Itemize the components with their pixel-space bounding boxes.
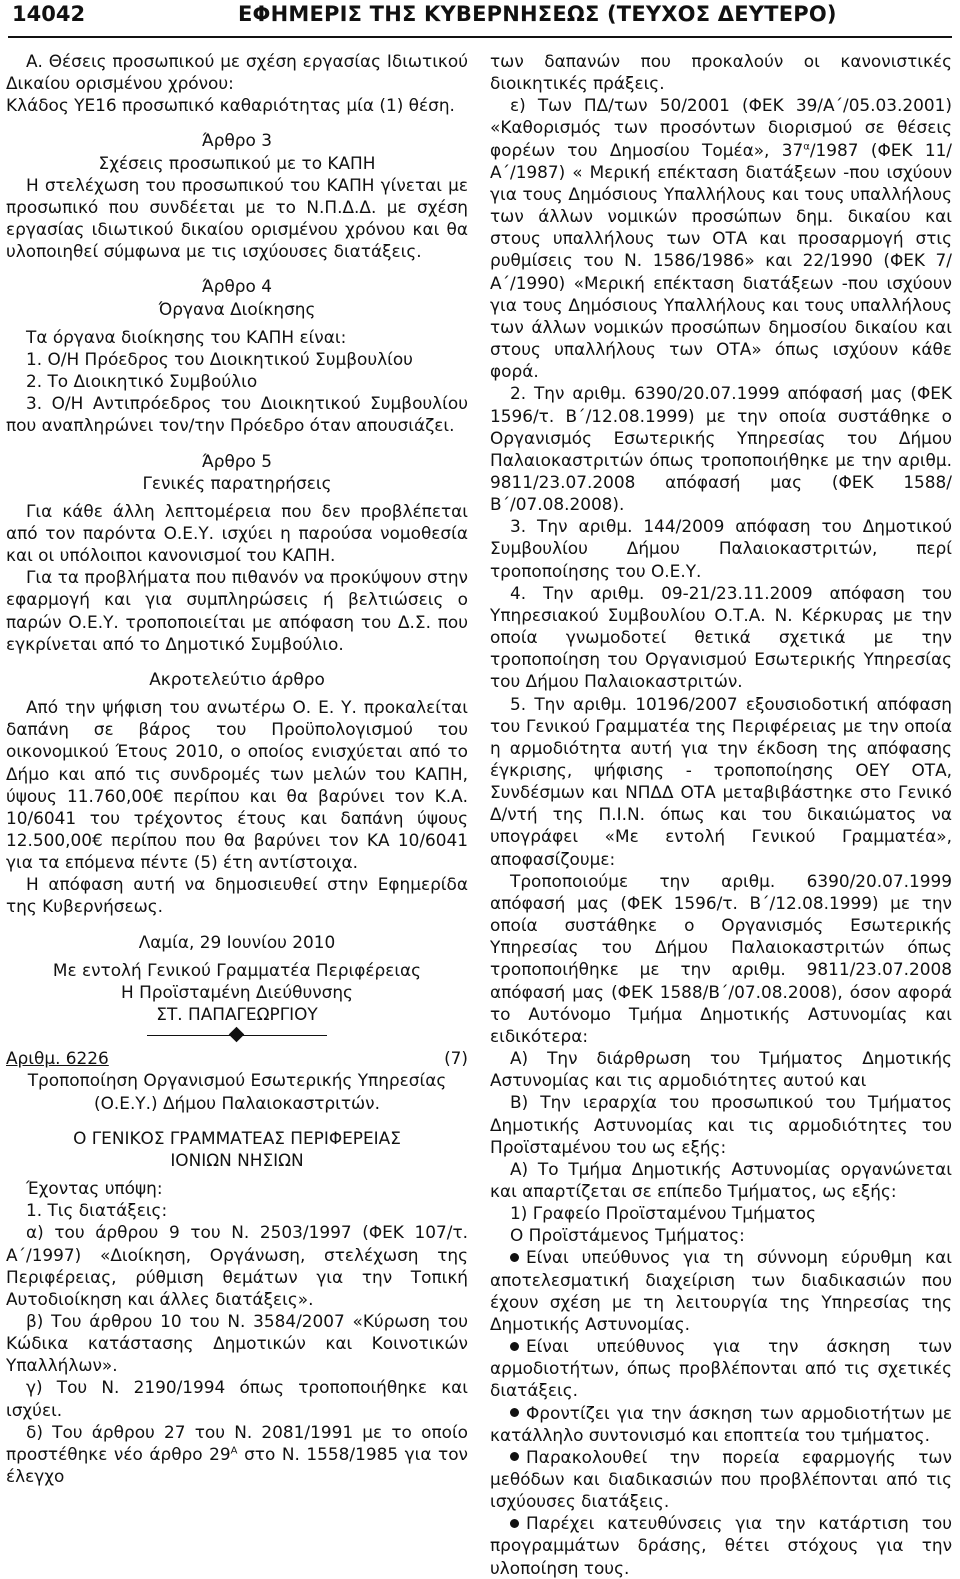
decision-title: Τροποποίηση Οργανισμού Εσωτερικής Υπηρεσίας (Ο.Ε.Υ.) Δήμου Παλαιοκαστριτών. — [27, 1070, 447, 1113]
article-title: Άρθρο 5 — [202, 450, 272, 471]
text-run: Παρέχει κατευθύνσεις για την κατάρτιση του προγραμμάτων δράσης, θέτει στόχους για την υλοποίηση τους. — [490, 1513, 952, 1578]
paragraph: 5. Την αριθμ. 10196/2007 εξουσιοδοτική απόφαση του Γενικού Γραμματέα της Περιφέρειας με την οποία η αρμοδιότητα αυτή για την έκδοση της απόφασης έγκρισης, ψήφισης - τροποποίησης ΟΕΥ ΟΤΑ, Συνδέσμων και ΝΠΔΔ ΟΤΑ μεταβιβάστηκε στο Γενικό Δ/ντή της Π.Ι.Ν. όπως και του δικαιώματος να υπογράφει «Με εντολή Γενικού Γραμματέα», αποφασίζουμε: — [490, 693, 952, 869]
signature-line: Με εντολή Γενικού Γραμματέα Περιφέρειας — [52, 959, 422, 980]
paragraph: 1) Γραφείο Προϊσταμένου Τμήματος — [510, 1203, 816, 1224]
article-subtitle: Σχέσεις προσωπικού με το ΚΑΠΗ — [98, 152, 376, 173]
article-title: Άρθρο 3 — [202, 130, 272, 151]
decision-number: Αριθμ. 6226 — [6, 1048, 109, 1069]
bullet-item — [490, 1402, 952, 1446]
paragraph: Β) Την ιεραρχία του προσωπικού του Τμήματος Δημοτικής Αστυνομίας και τις αρμοδιότητες του Προϊσταμένου του ως εξής: — [490, 1092, 952, 1157]
text-run: Είναι υπεύθυνος για την άσκηση των αρμοδιοτήτων, όπως προβλέπονται από τις σχετικές διατάξεις. — [490, 1336, 952, 1401]
paragraph: 4. Την αριθμ. 09-21/23.11.2009 απόφαση του Υπηρεσιακού Συμβουλίου Ο.Τ.Α. Ν. Κέρκυρας με την οποία γνωμοδοτεί θετικά σχετικά με την τροποποίηση του Οργανισμού Εσωτερικής Υπηρεσίας του Δήμου Παλαιοκαστριτών. — [490, 582, 952, 692]
text-run: Είναι υπεύθυνος για τη σύννομη εύρυθμη και αποτελεσματική διαχείριση των διαδικασιών που έχουν σχέση με τη λειτουργία της Υπηρεσίας της Δημοτικής Αστυνομίας. — [490, 1247, 952, 1334]
left-column — [6, 50, 468, 1487]
text-run: στο Ν. 1558/1985 για τον έλεγχο — [6, 1443, 468, 1487]
article-title: Άρθρο 4 — [202, 276, 272, 297]
paragraph: Τα όργανα διοίκησης του ΚΑΠΗ είναι: — [26, 326, 347, 347]
list-item: 3. Ο/Η Αντιπρόεδρος του Διοικητικού Συμβουλίου που αναπληρώνει τον/την Πρόεδρο όταν απουσιάζει. — [6, 393, 468, 436]
paragraph: Από την ψήφιση του ανωτέρω Ο. Ε. Υ. προκαλείται δαπάνη σε βάρος του Προϋπολογισμού του οικονομικού Έτους 2010, ο οποίος ενισχύεται από το Δήμο και από τις συνδρομές των μελών του ΚΑΠΗ, ύψους 11.760,00€ περίπου και θα βαρύνει τον Κ.Α. 10/6041 του τρέχοντος έτους και δαπάνη ύψους 12.500,00€ περίπου που θα βαρύνει τον ΚΑ 10/6041 για τα επόμενα πέντε (5) έτη αντίστοιχα. — [6, 697, 468, 873]
paragraph: των δαπανών που προκαλούν οι κανονιστικές διοικητικές πράξεις. — [490, 51, 952, 94]
paragraph: α) του άρθρου 9 του Ν. 2503/1997 (ΦΕΚ 107/τ. Α΄/1997) «Διοίκηση, Οργάνωση, στελέχωση της Περιφέρειας, ρύθμιση θεμάτων για την Τοπική Αυτοδιοίκηση και άλλες διατάξεις». — [6, 1222, 468, 1309]
page-header — [8, 0, 952, 38]
paragraph: γ) Του Ν. 2190/1994 όπως τροποποιήθηκε και ισχύει. — [6, 1377, 468, 1420]
paragraph — [6, 1421, 468, 1487]
superscript: α — [803, 141, 810, 152]
bullet-icon — [510, 1519, 519, 1528]
paragraph: Α) Το Τμήμα Δημοτικής Αστυνομίας οργανώνεται και απαρτίζεται σε επίπεδο Τμήματος, ως εξής: — [490, 1158, 952, 1201]
authority-line: ΙΟΝΙΩΝ ΝΗΣΙΩΝ — [170, 1149, 304, 1170]
bullet-item — [490, 1335, 952, 1401]
superscript: Α — [230, 1445, 238, 1457]
bullet-item — [490, 1446, 952, 1512]
right-column — [490, 50, 952, 1579]
signature-line: Η Προϊσταμένη Διεύθυνσης — [121, 981, 353, 1002]
bullet-icon — [510, 1342, 519, 1351]
text-run: Παρακολουθεί την πορεία εφαρμογής των μεθόδων και διαδικασιών που προβλέπονται από τις ισχύουσες διατάξεις. — [490, 1446, 952, 1512]
paragraph: 1. Τις διατάξεις: — [26, 1200, 168, 1221]
paragraph: β) Του άρθρου 10 του Ν. 3584/2007 «Κύρωση του Κώδικα κατάστασης Δημοτικών και Κοινοτικών Υπαλλήλων». — [6, 1310, 468, 1376]
text-run: /1987 (ΦΕΚ 11/Α΄/1987) « Μερική επέκταση διατάξεων -που ισχύουν για τους Δημόσιους Υπαλλήλους και τους υπαλλήλους των άλλων νομικών προσώπων δημ. δικαίου και στους υπαλλήλους των ΟΤΑ και προσαρμογή στις ρυθμίσεις του Ν. 1586/1986» και 22/1990 (ΦΕΚ 7/Α΄/1990) «Μερική επέκταση διατάξεων -που ισχύουν για τους Δημόσιους Υπαλλήλους και τους υπαλλήλους των άλλων νομικών προσώπων δημοσίου δικαίου και στους υπαλλήλους των ΟΤΑ» όπως ισχύουν κάθε φορά. — [490, 139, 953, 382]
article-title: Ακροτελεύτιο άρθρο — [149, 668, 325, 689]
paragraph: Ο Προϊστάμενος Τμήματος: — [510, 1225, 745, 1246]
bullet-icon — [510, 1253, 519, 1262]
gazette-title: ΕΦΗΜΕΡΙΣ ΤΗΣ ΚΥΒΕΡΝΗΣΕΩΣ (ΤΕΥΧΟΣ ΔΕΥΤΕΡΟ) — [238, 2, 837, 26]
section-divider — [147, 1025, 327, 1047]
paragraph: Έχοντας υπόψη: — [26, 1178, 163, 1199]
text-run: ε) Των ΠΔ/των 50/2001 (ΦΕΚ 39/Α΄/05.03.2001) «Καθορισμός των προσόντων διορισμού σε θέσεις φορέων του Δημοσίου Τομέα», 37 — [490, 95, 952, 160]
list-item: 1. Ο/Η Πρόεδρος του Διοικητικού Συμβουλίου — [26, 348, 413, 369]
paragraph: Η στελέχωση του προσωπικού του ΚΑΠΗ γίνεται με προσωπικό που συνδέεται με το Ν.Π.Δ.Δ. με σχέση εργασίας ιδιωτικού δικαίου ορισμένου χρόνου και θα υλοποιηθεί σύμφωνα με τις ισχύουσες διατάξεις. — [6, 174, 468, 262]
signature-name: ΣΤ. ΠΑΠΑΓΕΩΡΓΙΟΥ — [156, 1004, 318, 1025]
paragraph: 2. Την αριθμ. 6390/20.07.1999 απόφασή μας (ΦΕΚ 1596/τ. Β΄/12.08.1999) με την οποία συστάθηκε ο Οργανισμός Εσωτερικής Υπηρεσίας του Δήμου Παλαιοκαστριτών όπως τροποποιήθηκε με την αριθμ. 9811/23.07.2008 απόφασή μας (ΦΕΚ 1588/Β΄/07.08.2008). — [490, 383, 952, 515]
article-subtitle: Όργανα Διοίκησης — [158, 298, 316, 319]
paragraph: Α) Την διάρθρωση του Τμήματος Δημοτικής Αστυνομίας και τις αρμοδιότητες αυτού και — [490, 1048, 952, 1091]
text-run: Φροντίζει για την άσκηση των αρμοδιοτήτων με κατάλληλο συντονισμό και εποπτεία του τμήματος. — [490, 1402, 952, 1445]
paragraph: Α. Θέσεις προσωπικού με σχέση εργασίας Ιδιωτικού Δικαίου ορισμένου χρόνου: — [6, 51, 468, 94]
bullet-item — [490, 1512, 952, 1578]
list-item: 2. Το Διοικητικό Συμβούλιο — [26, 371, 258, 392]
paragraph: Η απόφαση αυτή να δημοσιευθεί στην Εφημερίδα της Κυβερνήσεως. — [6, 874, 468, 917]
decision-code: (7) — [444, 1048, 468, 1069]
bullet-icon — [510, 1408, 519, 1417]
decision-reference — [6, 1047, 468, 1069]
diamond-icon — [229, 1027, 245, 1043]
article-subtitle: Γενικές παρατηρήσεις — [142, 472, 332, 493]
signature-place-date: Λαμία, 29 Ιουνίου 2010 — [138, 931, 336, 952]
page-number: 14042 — [12, 2, 86, 26]
authority-line: Ο ΓΕΝΙΚΟΣ ΓΡΑΜΜΑΤΕΑΣ ΠΕΡΙΦΕΡΕΙΑΣ — [73, 1127, 401, 1148]
paragraph — [490, 94, 952, 382]
paragraph: Τροποποιούμε την αριθμ. 6390/20.07.1999 απόφασή μας (ΦΕΚ 1596/τ. Β΄/12.08.1999) με την οποία συστάθηκε ο Οργανισμός Εσωτερικής Υπηρεσίας του Δήμου Παλαιοκαστριτών όπως τροποποιήθηκε με την αριθμ. 9811/23.07.2008 απόφασή μας (ΦΕΚ 1588/Β΄/07.08.2008), όσον αφορά το Αυτόνομο Τμήμα Δημοτικής Αστυνομίας και ειδικότερα: — [490, 870, 952, 1046]
paragraph: Για κάθε άλλη λεπτομέρεια που δεν προβλέπεται από τον παρόντα Ο.Ε.Υ. ισχύει η παρούσα νομοθεσία και οι υπόλοιποι κανονισμοί του ΚΑΠΗ. — [6, 500, 468, 566]
paragraph: Κλάδος ΥΕ16 προσωπικό καθαριότητας μία (1) θέση. — [6, 95, 455, 116]
bullet-icon — [510, 1452, 519, 1461]
bullet-item — [490, 1246, 952, 1335]
paragraph: Για τα προβλήματα που πιθανόν να προκύψουν στην εφαρμογή και για συμπληρώσεις ή βελτιώσεις ο παρών Ο.Ε.Υ. τροποποιείται με απόφαση του Δ.Σ. που εγκρίνεται από το Δημοτικό Συμβούλιο. — [6, 567, 468, 654]
paragraph: 3. Την αριθμ. 144/2009 απόφαση του Δημοτικού Συμβουλίου Δήμου Παλαιοκαστριτών, περί τροποποίησης του Ο.Ε.Υ. — [490, 516, 952, 581]
text-run: δ) Του άρθρου 27 του Ν. 2081/1991 με το οποίο προστέθηκε νέο άρθρο 29 — [6, 1421, 468, 1464]
